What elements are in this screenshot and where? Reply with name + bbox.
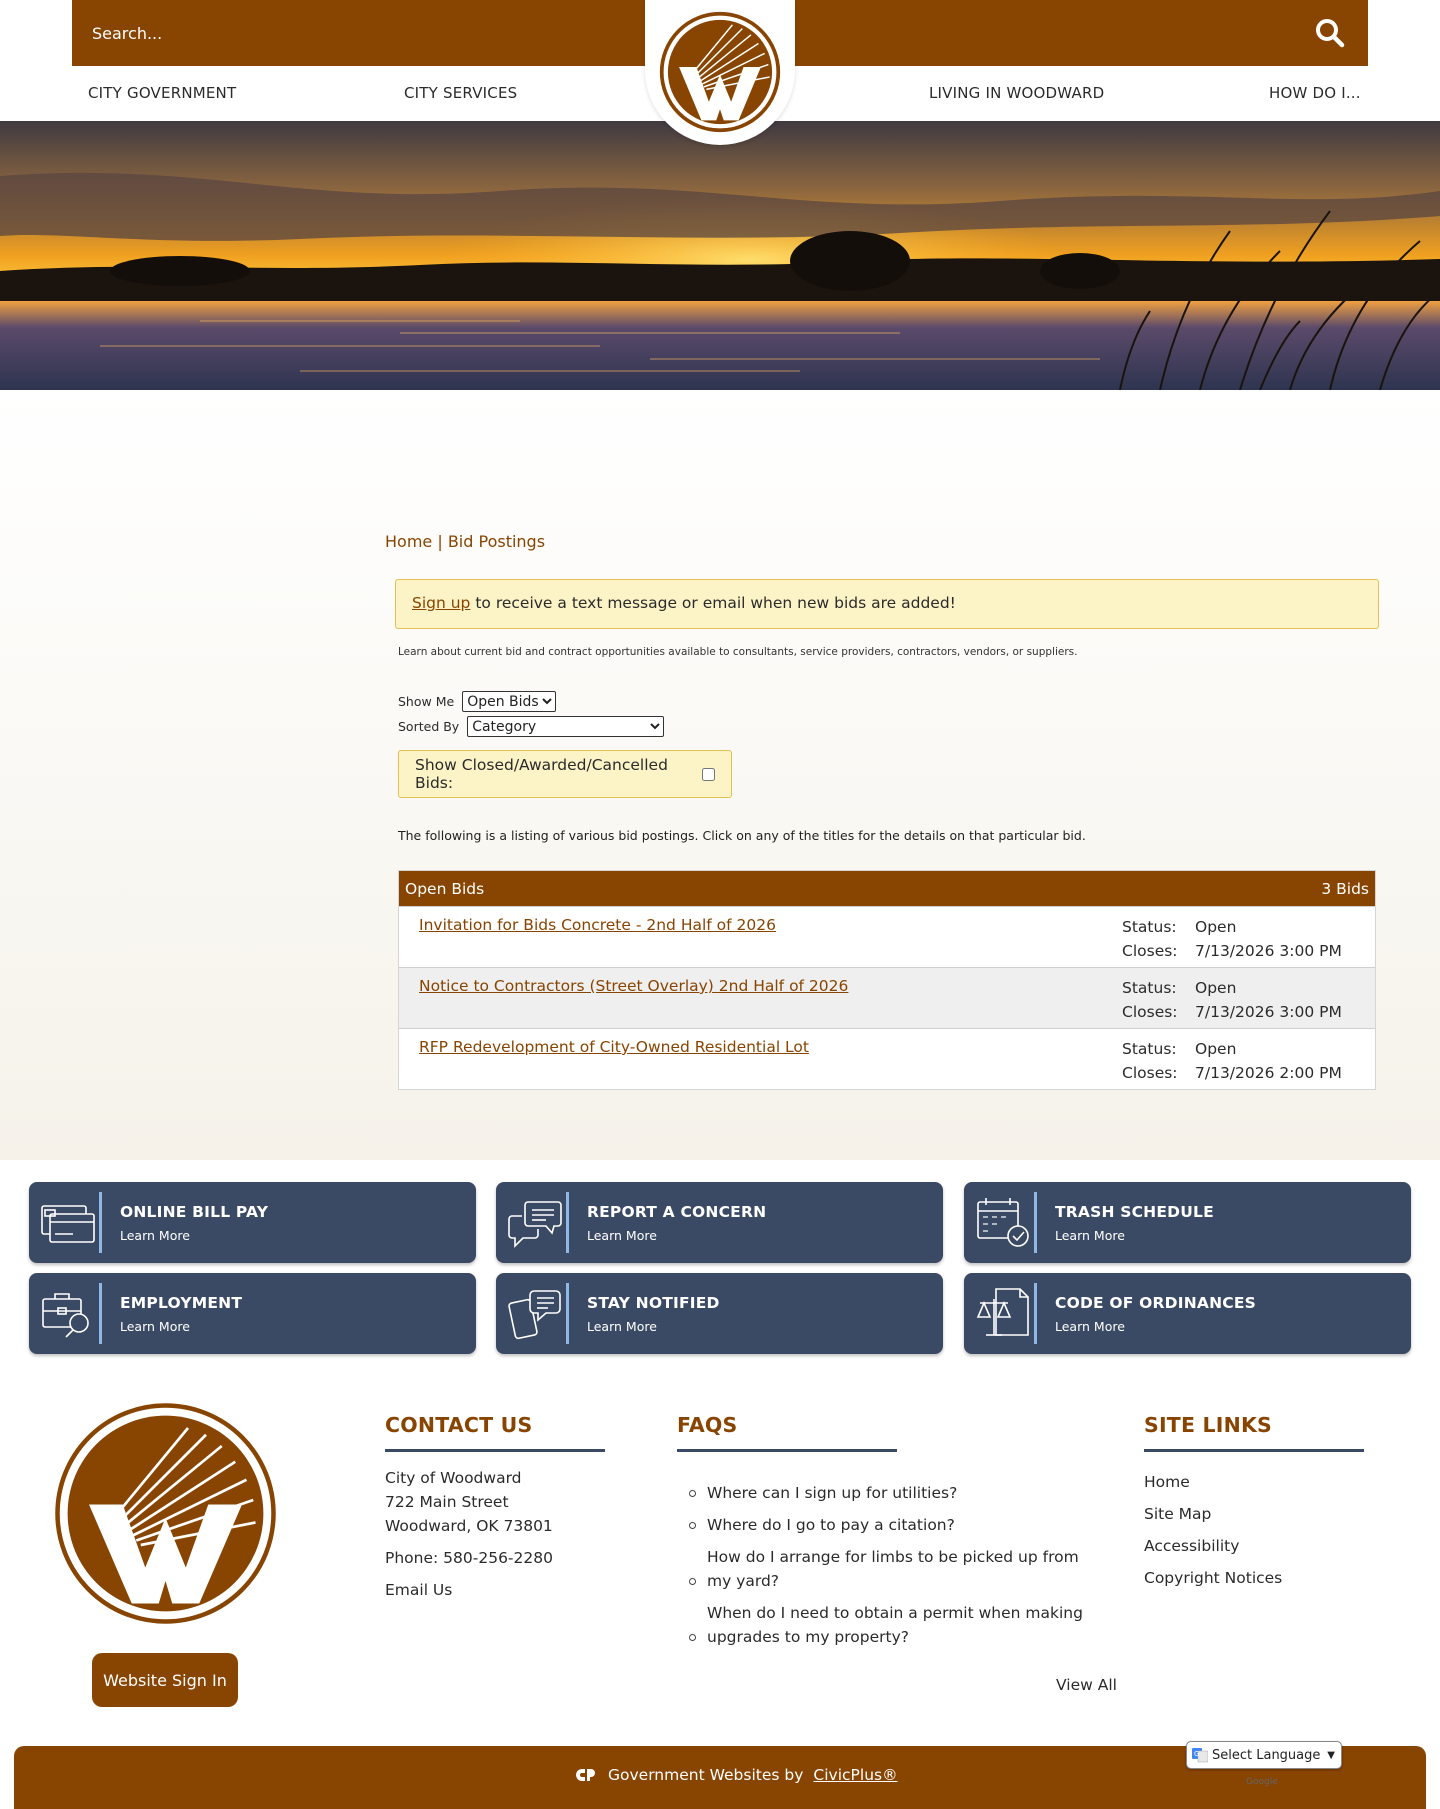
contact-name: City of Woodward xyxy=(385,1469,522,1487)
quick-link-subtitle: Learn More xyxy=(1055,1228,1125,1243)
quick-link-title: EMPLOYMENT xyxy=(120,1294,243,1312)
faqs-heading-underline xyxy=(677,1449,897,1452)
faq-link[interactable]: When do I need to obtain a permit when making upgrades to my property? xyxy=(707,1604,1083,1646)
city-logo xyxy=(658,10,782,134)
site-link-site-map[interactable]: Site Map xyxy=(1144,1505,1212,1523)
bid-status: Open xyxy=(1195,979,1237,997)
bid-title-link[interactable]: Notice to Contractors (Street Overlay) 2nd Half of 2026 xyxy=(419,977,849,995)
breadcrumb-current[interactable]: Bid Postings xyxy=(447,532,546,551)
search-input[interactable] xyxy=(92,18,592,48)
faq-link[interactable]: Where can I sign up for utilities? xyxy=(707,1484,958,1502)
bids-count: 3 Bids xyxy=(1321,879,1369,898)
city-logo-link[interactable] xyxy=(645,0,795,145)
site-links xyxy=(1144,1466,1282,1594)
signup-alert-text: to receive a text message or email when new bids are added! xyxy=(470,594,956,612)
bid-row xyxy=(399,906,1375,967)
contact-phone: Phone: 580-256-2280 xyxy=(385,1549,553,1567)
faqs-heading: FAQS xyxy=(677,1413,738,1437)
nav-city-services[interactable]: CITY SERVICES xyxy=(404,84,518,102)
contact-email-link[interactable]: Email Us xyxy=(385,1581,453,1599)
bid-title-link[interactable]: Invitation for Bids Concrete - 2nd Half of 2026 xyxy=(419,916,776,934)
tile-divider xyxy=(99,1283,102,1344)
sorted-by-label: Sorted By xyxy=(398,719,460,734)
contact-street: 722 Main Street xyxy=(385,1493,509,1511)
intro-text: Learn about current bid and contract opportunities available to consultants, service providers, contractors, vendors, or suppliers. xyxy=(398,646,1078,658)
quick-link-subtitle: Learn More xyxy=(120,1228,190,1243)
powered-by-text: Government Websites by xyxy=(608,1766,804,1784)
bids-header-title: Open Bids xyxy=(405,879,485,898)
nav-living-in-woodward[interactable]: LIVING IN WOODWARD xyxy=(929,84,1105,102)
contact-city: Woodward, OK 73801 xyxy=(385,1517,553,1535)
show-closed-box xyxy=(398,750,732,798)
tile-divider xyxy=(566,1283,569,1344)
bid-title-link[interactable]: RFP Redevelopment of City-Owned Residential Lot xyxy=(419,1038,809,1056)
bid-status-label: Status: xyxy=(1122,1040,1177,1058)
breadcrumb-home[interactable]: Home xyxy=(385,532,433,551)
quick-link-title: CODE OF ORDINANCES xyxy=(1055,1294,1256,1312)
bid-status: Open xyxy=(1195,918,1237,936)
quick-link-online-bill-pay[interactable] xyxy=(29,1182,476,1263)
quick-link-title: ONLINE BILL PAY xyxy=(120,1203,269,1221)
bid-status: Open xyxy=(1195,1040,1237,1058)
show-closed-label: Show Closed/Awarded/Cancelled Bids: xyxy=(415,756,668,792)
quick-link-subtitle: Learn More xyxy=(1055,1319,1125,1334)
faq-link[interactable]: How do I arrange for limbs to be picked up from my yard? xyxy=(707,1548,1079,1590)
faq-view-all-link[interactable]: View All xyxy=(1056,1676,1117,1694)
scales-icon xyxy=(974,1285,1032,1341)
sorted-by-select[interactable] xyxy=(467,716,664,737)
quick-link-title: STAY NOTIFIED xyxy=(587,1294,720,1312)
quick-link-trash-schedule[interactable] xyxy=(964,1182,1411,1263)
quick-link-code-of-ordinances[interactable] xyxy=(964,1273,1411,1354)
language-select-label: Select Language xyxy=(1212,1747,1321,1763)
bid-closes: 7/13/2026 3:00 PM xyxy=(1195,1003,1342,1021)
site-links-heading: SITE LINKS xyxy=(1144,1413,1273,1437)
bid-closes-label: Closes: xyxy=(1122,1003,1178,1021)
language-select[interactable] xyxy=(1186,1741,1342,1769)
quick-link-report-a-concern[interactable] xyxy=(496,1182,943,1263)
contact-info xyxy=(385,1466,553,1602)
chevron-down-icon: ▼ xyxy=(1327,1749,1335,1761)
signup-link[interactable]: Sign up xyxy=(412,594,471,612)
briefcase-search-icon xyxy=(39,1285,97,1341)
tile-divider xyxy=(99,1192,102,1253)
site-link-accessibility[interactable]: Accessibility xyxy=(1144,1537,1240,1555)
site-link-home[interactable]: Home xyxy=(1144,1473,1190,1491)
bid-closes: 7/13/2026 3:00 PM xyxy=(1195,942,1342,960)
list-item xyxy=(689,1545,1089,1593)
bill-pay-icon xyxy=(39,1194,97,1250)
site-links-heading-underline xyxy=(1144,1449,1364,1452)
sorted-by-row xyxy=(398,716,664,737)
list-item xyxy=(689,1481,1089,1505)
list-item xyxy=(689,1601,1089,1649)
bid-closes-label: Closes: xyxy=(1122,942,1178,960)
google-attribution: Google xyxy=(1246,1777,1278,1787)
bid-meta xyxy=(1122,976,1342,1024)
search-button[interactable] xyxy=(1314,17,1346,49)
faq-link[interactable]: Where do I go to pay a citation? xyxy=(707,1516,955,1534)
civicplus-link[interactable]: CivicPlus® xyxy=(813,1766,898,1784)
google-translate-icon xyxy=(1192,1747,1208,1763)
search-icon xyxy=(1314,17,1346,49)
tile-divider xyxy=(1034,1283,1037,1344)
faq-list xyxy=(689,1481,1089,1657)
breadcrumb xyxy=(385,532,545,551)
quick-link-employment[interactable] xyxy=(29,1273,476,1354)
bid-status-label: Status: xyxy=(1122,979,1177,997)
site-link-copyright[interactable]: Copyright Notices xyxy=(1144,1569,1283,1587)
show-me-row xyxy=(398,691,556,712)
listing-note: The following is a listing of various bid postings. Click on any of the titles for the details on that particular bid. xyxy=(398,828,1086,843)
open-bids-table xyxy=(398,870,1376,1090)
signup-alert xyxy=(395,579,1379,629)
civicplus-icon xyxy=(574,1768,598,1782)
bid-closes-label: Closes: xyxy=(1122,1064,1178,1082)
show-me-label: Show Me xyxy=(398,694,455,709)
hero-banner xyxy=(0,121,1440,390)
bid-closes: 7/13/2026 2:00 PM xyxy=(1195,1064,1342,1082)
contact-us-heading: CONTACT US xyxy=(385,1413,533,1437)
nav-city-government[interactable]: CITY GOVERNMENT xyxy=(88,84,237,102)
bid-row xyxy=(399,1028,1375,1089)
bid-row xyxy=(399,967,1375,1028)
contact-heading-underline xyxy=(385,1449,605,1452)
show-me-select[interactable] xyxy=(462,691,556,712)
svg-text:G: G xyxy=(1194,1750,1200,1758)
footer-city-logo xyxy=(53,1401,278,1626)
calendar-check-icon xyxy=(974,1194,1032,1250)
nav-how-do-i[interactable]: HOW DO I... xyxy=(1269,84,1361,102)
website-sign-in-button[interactable]: Website Sign In xyxy=(92,1653,238,1707)
quick-link-subtitle: Learn More xyxy=(587,1228,657,1243)
quick-link-subtitle: Learn More xyxy=(587,1319,657,1334)
show-closed-checkbox[interactable] xyxy=(702,768,715,781)
quick-link-title: REPORT A CONCERN xyxy=(587,1203,767,1221)
phone-message-icon xyxy=(506,1285,564,1341)
powered-by xyxy=(574,1766,898,1784)
tile-divider xyxy=(566,1192,569,1253)
bids-header xyxy=(399,871,1375,906)
chat-bubbles-icon xyxy=(506,1194,564,1250)
quick-link-subtitle: Learn More xyxy=(120,1319,190,1334)
bid-status-label: Status: xyxy=(1122,918,1177,936)
tile-divider xyxy=(1034,1192,1037,1253)
bid-meta xyxy=(1122,915,1342,963)
breadcrumb-separator: | xyxy=(437,532,443,551)
bid-meta xyxy=(1122,1037,1342,1085)
list-item xyxy=(689,1513,1089,1537)
quick-link-title: TRASH SCHEDULE xyxy=(1055,1203,1214,1221)
quick-link-stay-notified[interactable] xyxy=(496,1273,943,1354)
